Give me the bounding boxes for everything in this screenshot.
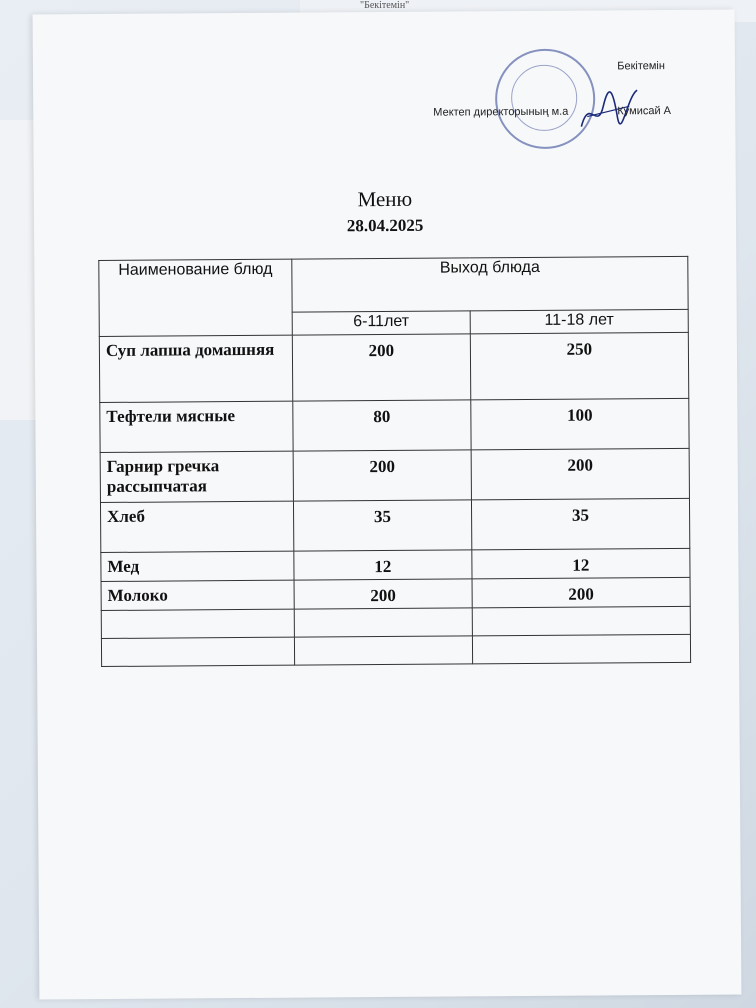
dish-cell: Хлеб (100, 501, 293, 552)
empty-cell (101, 637, 294, 666)
table-header-row (99, 256, 688, 313)
dish-cell: Мед (101, 551, 294, 581)
value-11-18: 12 (472, 548, 690, 579)
dish-cell: Тефтели мясные (100, 401, 293, 452)
value-6-11: 200 (293, 450, 471, 501)
empty-cell (294, 636, 472, 665)
header-output: Выход блюда (292, 256, 688, 312)
approval-label: Бекітемін (617, 60, 665, 73)
value-11-18: 35 (471, 498, 690, 550)
header-age-11-18: 11-18 лет (470, 309, 688, 334)
value-6-11: 80 (293, 400, 471, 451)
top-strip-text: "Бекітемін" (360, 0, 410, 11)
signature-line (433, 105, 671, 119)
menu-document (33, 10, 742, 1000)
dish-cell: Суп лапша домашняя (99, 335, 292, 402)
director-position: Мектеп директорының м.а (433, 105, 569, 119)
empty-cell (472, 634, 690, 664)
value-11-18: 200 (471, 448, 690, 500)
empty-cell (294, 608, 472, 637)
table-row (100, 498, 689, 552)
value-6-11: 12 (294, 550, 472, 580)
table-row (100, 448, 689, 502)
menu-table (98, 256, 691, 667)
table-row-empty (101, 634, 690, 666)
value-6-11: 35 (293, 500, 471, 551)
value-11-18: 200 (472, 577, 690, 608)
menu-title: Меню (357, 186, 413, 212)
director-name: Кумисай А (617, 105, 672, 118)
table-row (101, 548, 690, 581)
table-row (100, 398, 689, 452)
header-dish-name: Наименование блюд (99, 259, 293, 336)
value-11-18: 250 (470, 332, 689, 400)
empty-cell (101, 609, 294, 638)
value-6-11: 200 (294, 579, 472, 609)
table-row (99, 332, 688, 402)
dish-cell: Молоко (101, 580, 294, 610)
empty-cell (472, 606, 690, 636)
dish-cell: Гарнир гречка рассыпчатая (100, 451, 293, 502)
table-row (101, 577, 690, 610)
value-6-11: 200 (292, 334, 470, 401)
header-age-6-11: 6-11лет (292, 311, 470, 335)
table-row-empty (101, 606, 690, 638)
value-11-18: 100 (471, 398, 690, 450)
menu-date: 28.04.2025 (346, 215, 424, 236)
